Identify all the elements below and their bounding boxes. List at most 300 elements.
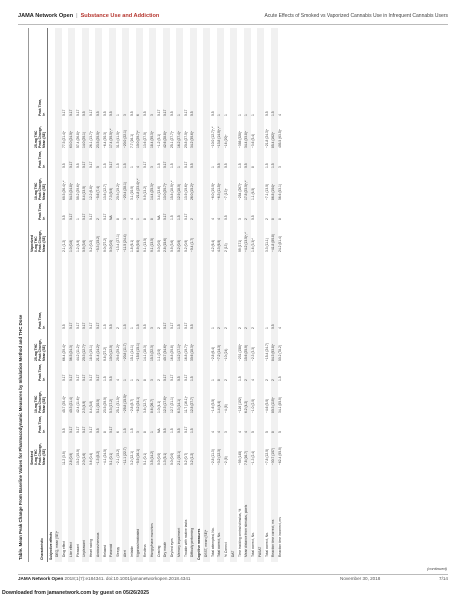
table-cell: 0.5 [143, 111, 147, 116]
table-cell: 2 [156, 379, 161, 381]
table-cell: 17.8 (23.0)ᶜ,ᵈ [244, 180, 249, 200]
row-label: Restless [143, 544, 147, 557]
table-cell: 1 [122, 379, 127, 381]
table-cell: 2 [116, 327, 120, 329]
table-row [82, 28, 89, 562]
table-cell: 3 [136, 431, 141, 433]
table-cell: 0.17 [102, 213, 107, 220]
row-label: Craving [156, 545, 161, 557]
table-cell: NA [156, 428, 161, 433]
table-cell: 9.0 (27.2) [102, 237, 107, 252]
table-cell: 1 [176, 114, 181, 116]
download-note: Downloaded from jamanetwork.com by guest on 05/26/2025 [2, 590, 150, 596]
table-cell: −21.8 (23.4)ᶜ,ᵈ [136, 178, 141, 200]
table-cell: 16.8 (19.7)ᶜ [183, 343, 188, 361]
table-cell: 6.3 (14.1) [176, 398, 181, 413]
row-label: Hungry/have munchies [149, 523, 154, 557]
table-cell: 2 [156, 327, 161, 329]
group-vaporized: Vaporized [30, 235, 34, 252]
table-cell: −20.4 (28.1) [122, 182, 127, 200]
table-cell: 0.17 [183, 322, 188, 329]
column-subheader: Peak Time, hᵃ [37, 98, 46, 116]
table-cell: −5.3 (15.2) [95, 235, 100, 252]
table-cell: 10.0 (29.7)ᵈ [136, 130, 141, 148]
table-cell: −2.8 (8.7) [129, 398, 134, 413]
table-cell: 8 [271, 431, 276, 433]
table-cell: −6.3 (11.5)ᶜ [217, 183, 222, 200]
table-cell: 13.0 (20.7)ᶜ [163, 182, 168, 200]
table-cell: 3 [149, 114, 154, 116]
table-cell: 0.1 (0.1) [109, 452, 114, 465]
table-cell: 4 [210, 218, 215, 220]
table-cell: 25.1 (31.5)ᶜ [116, 395, 120, 413]
table-cell: 2 (13) [224, 243, 228, 252]
table-cell: 0.9 (3.6) [82, 239, 87, 252]
table-cell: 14.2 (17.1)ᶜ [176, 343, 181, 361]
table-cell: 13.8 (12.7) [102, 184, 107, 200]
table-row [237, 28, 244, 562]
column-header [35, 118, 46, 148]
column-header [35, 311, 46, 329]
footer-doi: 2018;1(7):e184341. doi:10.1001/jamanetworkopen.2018.4341 [64, 576, 191, 581]
column-subheader: Peak Change, Mean (SE) [37, 126, 46, 148]
table-cell: −2 (8) [224, 456, 228, 465]
table-cell: 1 [136, 218, 141, 220]
column-header [35, 98, 46, 116]
table-cell: 3 [149, 327, 154, 329]
table-cell: 15.1 (14.1) [129, 345, 134, 361]
table-cell: 0.17 [68, 322, 73, 329]
table-cell: 1.5 [278, 376, 282, 381]
table-row [210, 28, 217, 562]
row-label: Vigorous/motivated [136, 528, 141, 557]
table-cell: 0.5 [163, 428, 168, 433]
table-cell: 1.5 [170, 163, 174, 168]
table-cell: 15.8 (18.9)ᶜ,ᵈ [170, 180, 174, 200]
table-cell: −2.3 (3.3) [251, 346, 255, 361]
table-cell: 2 [217, 327, 222, 329]
table-cell: 0.17 [183, 161, 188, 168]
table-cell: 3.8 (12.7) [143, 398, 147, 413]
table-cell: 0.5 [217, 163, 222, 168]
table-cell: 4 [278, 114, 282, 116]
row-label: Alert [122, 550, 127, 557]
table-cell: 0.17 [75, 426, 80, 433]
table-cell: 2 [244, 327, 249, 329]
table-cell: 84.3 (93.8)ᶜ [271, 343, 276, 361]
table-cell: 2 [264, 379, 269, 381]
table-cell: 16.2 (27.4)ᶜ [176, 130, 181, 148]
table-cell: 4 [251, 379, 255, 381]
table-cell: −16 (20)ᶜ [224, 134, 228, 148]
table-cell: 0.5 [75, 163, 80, 168]
table-cell: 8 [116, 218, 120, 220]
table-cell: 42.6 (28.8)ᶜ [163, 130, 168, 148]
table-cell: 11.2 (3.9) [62, 451, 66, 465]
column-dose: 10-mg THC [34, 395, 38, 413]
table-cell: 3.4 (13.6) [156, 185, 161, 200]
table-cell: 1.5 [237, 163, 242, 168]
table-cell: 13.9 (19.6)ᶜ [183, 182, 188, 200]
row-label: Time tracking central stimulus, % [237, 508, 242, 557]
table-cell: 1 [264, 327, 269, 329]
table-cell: −1.6 (5.5) [210, 398, 215, 413]
table-cell: 3.1 (10.0) [129, 185, 134, 200]
table-cell: 0.17 [82, 161, 87, 168]
table-cell: 1 [149, 431, 154, 433]
table-body [48, 28, 284, 562]
table-cell: 0.5 [176, 428, 181, 433]
table-cell: 0.17 [183, 213, 188, 220]
table-cell: 24.2 (81.4) [278, 236, 282, 252]
table-cell: 4 [244, 431, 249, 433]
table-row [183, 28, 190, 562]
table-cell: 2 [271, 379, 276, 381]
table-cell: 0.17 [89, 213, 93, 220]
table-cell: 0.5 [62, 324, 66, 329]
row-label: Memory impairment [176, 527, 181, 557]
row-label: Mean distance from stimulus, pixels [244, 504, 249, 557]
table-cell: 56.6 (53.1) [278, 184, 282, 200]
table-cell: 1 [129, 379, 134, 381]
table-row [197, 28, 204, 562]
table-cell: 0.2 (0.7) [183, 452, 188, 465]
table-row [95, 28, 102, 562]
article-title: Acute Effects of Smoked vs Vaporized Cannabis Use in Infrequent Cannabis Users [264, 13, 448, 19]
row-label: Anxious/nervous [95, 532, 100, 557]
table-cell: 495.5 (63.5)ᶜ [278, 129, 282, 148]
table-row [102, 28, 109, 562]
table-cell: 23.5 (29.0) [102, 397, 107, 413]
table-cell: 20.5 (19.2)ᶜ [116, 182, 120, 200]
table-cell: 1 [129, 166, 134, 168]
table-cell: 34.4 (33.8)ᶜ [244, 130, 249, 148]
table-cell: 2 [251, 327, 255, 329]
table-cell: −254 (267)ᶜ [237, 182, 242, 200]
table-cell: 1.5 [176, 215, 181, 220]
table-cell: 0.0 (0.0) [109, 239, 114, 252]
table-cell: 3.3 (11.1) [264, 238, 269, 252]
table-cell: 18.4 (30.3)ᶜ [149, 130, 154, 148]
table-cell: 0.5 [271, 324, 276, 329]
header-rule [18, 24, 448, 25]
column-subheader: Peak Time, hᵃ [37, 363, 46, 381]
table-cell: −62.4 (95.9) [278, 447, 282, 465]
table-cell: 1.5 [122, 428, 127, 433]
table-row [48, 28, 55, 562]
column-subheader: Peak Time, hᵃ [37, 150, 46, 168]
continued-label: (continued) [426, 566, 447, 571]
table-cell: −11.1 (22.7) [122, 447, 127, 465]
rotated-table [18, 28, 448, 562]
table-cell: 8 [149, 218, 154, 220]
table-row [251, 28, 258, 562]
table-cell: 0.17 [62, 374, 66, 381]
table-cell: 1.5 [122, 324, 127, 329]
table-cell: −116 (192) [237, 397, 242, 413]
table-cell: 14.4 (25.3)ᶜ [149, 182, 154, 200]
table-cell: 40.3 (21.4) [68, 397, 73, 413]
table-cell: 1.1 (2.0) [156, 348, 161, 361]
table-cell: 3 [149, 379, 154, 381]
table-cell: 0.5 [109, 111, 114, 116]
table-cell: 1 [129, 327, 134, 329]
table-cell: 69.5 (26.4)ᶜ,ᵈ [62, 180, 66, 200]
table-cell: 1.3 (5.1) [163, 452, 168, 465]
table-cell: −13.4 (27.1) [116, 234, 120, 252]
table-cell: 4 [278, 327, 282, 329]
table-cell: 0.17 [163, 374, 168, 381]
column-subheader: Peak Time, hᵃ [37, 415, 46, 433]
table-cell: 0.0 (0.0) [156, 452, 161, 465]
row-label: Dry/red eyes [170, 538, 174, 557]
column-header [35, 202, 46, 220]
table-cell: 2 [190, 218, 195, 220]
table-cell: 15.6 (25.9) [244, 345, 249, 361]
table-cell: 0.17 [89, 426, 93, 433]
table-cell: 42.4 (11.6)ᶜ [75, 396, 80, 413]
table-cell: 1 [251, 114, 255, 116]
table-cell: 0.5 [190, 111, 195, 116]
table-cell: 12.8 (27.7) [190, 397, 195, 413]
table-cell: −7.1 (13.0) [264, 183, 269, 200]
table-cell: −11.5 (24.4) [122, 234, 127, 252]
table-cell: −1.3 (2.4) [251, 450, 255, 465]
table-row [109, 28, 116, 562]
table-cell: 12.7 (21.1) [170, 397, 174, 413]
table-cell: 1 [210, 379, 215, 381]
row-label: Dry mouth [163, 541, 168, 557]
table-cell: 9.8 (27.2) [102, 346, 107, 361]
table-row [129, 28, 136, 562]
table-cell: 0.5 [95, 428, 100, 433]
table-cell: 0.17 [170, 322, 174, 329]
table-cell: −5.9 (16.1) [136, 448, 141, 465]
column-header [35, 170, 46, 200]
table-cell: 3.5 (14.2) [149, 450, 154, 465]
table-cell: 23.5 (20.0)ᶜ [95, 130, 100, 148]
table-cell: 0.5 [224, 163, 228, 168]
table-cell: −15.4 (24.7) [264, 343, 269, 361]
table-cell: 0.5 [190, 163, 195, 168]
table-cell: 2 [244, 218, 249, 220]
table-cell: 0.17 [68, 213, 73, 220]
table-cell: 10.2 (10.0) [75, 449, 80, 465]
table-row [278, 28, 285, 562]
row-label: Subjective effects [48, 531, 53, 560]
table-cell: −1.3 (8.2) [95, 450, 100, 465]
table-cell: 4.2 (6.4) [210, 239, 215, 252]
footer-rule [18, 574, 448, 575]
table-cell: 14.0 (20.1) [82, 132, 87, 148]
row-label: Total attempted, No. [210, 527, 215, 557]
table-cell: 2.8 (15.6) [163, 237, 168, 252]
table-cell: 0.17 [163, 161, 168, 168]
table-cell: 4 [116, 379, 120, 381]
column-header-row [35, 28, 48, 562]
group-smoked: Smoked [30, 451, 34, 465]
table-cell: 2.1 (10.1) [176, 450, 181, 465]
table-cell: 1.5 [190, 376, 195, 381]
table-cell: 0.5 [251, 215, 255, 220]
table-cell: 2 [224, 327, 228, 329]
table-cell: 0.17 [82, 426, 87, 433]
table-cell: −7 (13)ᶜ [224, 188, 228, 200]
table-cell: 2 [224, 379, 228, 381]
table-cell: 0.5 [82, 111, 87, 116]
table-cell: 0.2 (0.9) [176, 239, 181, 252]
table-cell: 31.5 (41.0)ᶜ [116, 130, 120, 148]
table-cell: −0.4 (1.7) [190, 237, 195, 252]
table-cell: 5 [95, 166, 100, 168]
table-cell: 0.5 [109, 376, 114, 381]
page-header [18, 9, 448, 23]
table-cell: 0.17 [68, 109, 73, 116]
table-cell: 1.5 [102, 324, 107, 329]
table-cell: 40.7 (34.6)ᶜ [163, 343, 168, 361]
table-cell: 4 [210, 431, 215, 433]
table-row [143, 28, 150, 562]
table-cell: 0.17 [89, 374, 93, 381]
footer-journal: JAMA Network Open [18, 576, 64, 581]
table-cell: 2 [95, 218, 100, 220]
table-cell: −3.2 (12.3) [217, 448, 222, 465]
table-cell: 66.4 (29.4)ᶜ [62, 343, 66, 361]
table-cell: 0.17 [82, 374, 87, 381]
table-cell: 0.17 [68, 374, 73, 381]
table-cell: 8 [217, 379, 222, 381]
row-label: Heart racing [89, 539, 93, 557]
table-cell: 2.8 (0.9) [68, 452, 73, 465]
table-cell: 0.17 [95, 374, 100, 381]
table-cell: −7.8 (12.0) [264, 448, 269, 465]
table-cell: 29.6 (29.2)ᶜ [116, 343, 120, 361]
table-cell: 6.9 (9.0) [136, 239, 141, 252]
column-dose: 0-mg THC [34, 449, 38, 465]
table-cell: 7.3 (9.9) [109, 187, 114, 200]
table-cell: 1.0 (0.8) [68, 239, 73, 252]
table-cell: 0.17 [89, 322, 93, 329]
table-cell: 21.4 (14.2)ᶜ [95, 343, 100, 361]
table-cell: 0.17 [89, 109, 93, 116]
column-header [35, 415, 46, 433]
table-cell: −41.8 (80.8) [271, 234, 276, 252]
table-cell: 2 [244, 379, 249, 381]
table-cell: 1.6 (3.3)ᵈ [251, 238, 255, 252]
table-cell: 17.4 (30.0)ᶜ,ᵈ [109, 128, 114, 148]
row-label: DAT [230, 550, 235, 557]
table-cell: −21.8 (24.3)ᶜ [264, 128, 269, 148]
table-cell: 15.3 (22.3) [149, 345, 154, 361]
table-cell: 0.5 [244, 163, 249, 168]
table-cell: 1.0 (4.1) [156, 400, 161, 413]
table-cell: 8 [102, 431, 107, 433]
table-cell: 16.8 (20.8) [170, 345, 174, 361]
table-cell: 44.2 (11.2)ᶜ [75, 344, 80, 361]
table-title: Table. Mean Peak Change From Baseline Values for Pharmacodynamic Measures by Inhalation Method and THC Dose [18, 314, 23, 560]
table-cell: 2 [136, 379, 141, 381]
table-cell: 4 [136, 166, 141, 168]
table-cell: 1 [75, 218, 80, 220]
column-subheader: Peak Change, Mean (SE) [37, 443, 46, 465]
table-row [203, 28, 210, 562]
table-cell: 4 [237, 431, 242, 433]
table-row [68, 28, 75, 562]
table-cell: 0.5 [143, 324, 147, 329]
table-cell: 8.4 (13.0) [82, 185, 87, 200]
row-label: Sleepy [116, 546, 120, 557]
table-cell: 12.9 (18.0) [176, 184, 181, 200]
row-label: Relaxed [102, 544, 107, 557]
table-cell: NA [109, 215, 114, 220]
table-cell: 8 [143, 379, 147, 381]
table-cell: 1.5 [102, 376, 107, 381]
table-cell: 1.1 (6.5) [251, 187, 255, 200]
table-cell: 5 [251, 431, 255, 433]
table-cell: 30.6 (18.3)ᶜ [190, 343, 195, 361]
table-cell: 26.0 (15.2)ᶜ [190, 182, 195, 200]
table-cell: 0.17 [62, 109, 66, 116]
table-cell: 1 [176, 166, 181, 168]
table-cell: 1 [244, 114, 249, 116]
row-label: Pleasant [75, 544, 80, 557]
table-cell: 0.0 (0.0) [170, 452, 174, 465]
table-cell: 0.17 [68, 161, 73, 168]
table-cell: 9.1 (13.5) [149, 237, 154, 252]
table-cell: 57.4 (26.8)ᶜ [75, 130, 80, 148]
table-cell: 0.0 (0.0) [156, 239, 161, 252]
table-cell: −5.6 (7.4) [95, 185, 100, 200]
table-cell: −59 (145) [237, 450, 242, 465]
table-cell: −2.1 (15.2) [116, 448, 120, 465]
row-label: Reaction time incorrect, ms [278, 517, 282, 557]
table-cell: 12.3 (17.6)ᶜ [163, 395, 168, 413]
table-cell: −7.2 (14.3) [217, 344, 222, 361]
table-row [176, 28, 183, 562]
table-cell: 13.6 (27.0) [143, 132, 147, 148]
footer-citation [18, 576, 190, 581]
table-cell: −2.8 (11.3) [210, 449, 215, 465]
table-row [264, 28, 271, 562]
table-row [257, 28, 264, 562]
column-subheader: Peak Change, Mean (SE) [37, 230, 46, 252]
table-cell: NA [156, 215, 161, 220]
table-cell: 1.5 [271, 111, 276, 116]
column-header [35, 383, 46, 413]
table-cell: 3 [237, 218, 242, 220]
table-cell: −13.8 (14.9)ᶜ,ᵈ [217, 126, 222, 148]
table-cell: 0.17 [68, 426, 73, 433]
table-cell: −4 (8) [224, 404, 228, 413]
table-cell: 1.4 (4.4) [217, 400, 222, 413]
table-cell: 2 [237, 327, 242, 329]
row-label: Difficulty performing [190, 527, 195, 557]
table-row [271, 28, 278, 562]
table-cell: 3 [122, 114, 127, 116]
table-cell: 0.17 [89, 161, 93, 168]
table-row [62, 28, 69, 562]
table-row [230, 28, 237, 562]
row-label: Total correct, No. [217, 532, 222, 557]
table-cell: 0.17 [163, 322, 168, 329]
table-row [89, 28, 96, 562]
table-cell: 20.3 (12.7)ᶜ [82, 343, 87, 361]
row-label: Drug effect [62, 540, 66, 557]
table-cell: −2.8 (6.4) [210, 346, 215, 361]
table-cell: 0.17 [109, 426, 114, 433]
table-cell: 54.3 (24.8)ᶜ [68, 182, 73, 200]
table-cell: 1.5 [170, 215, 174, 220]
